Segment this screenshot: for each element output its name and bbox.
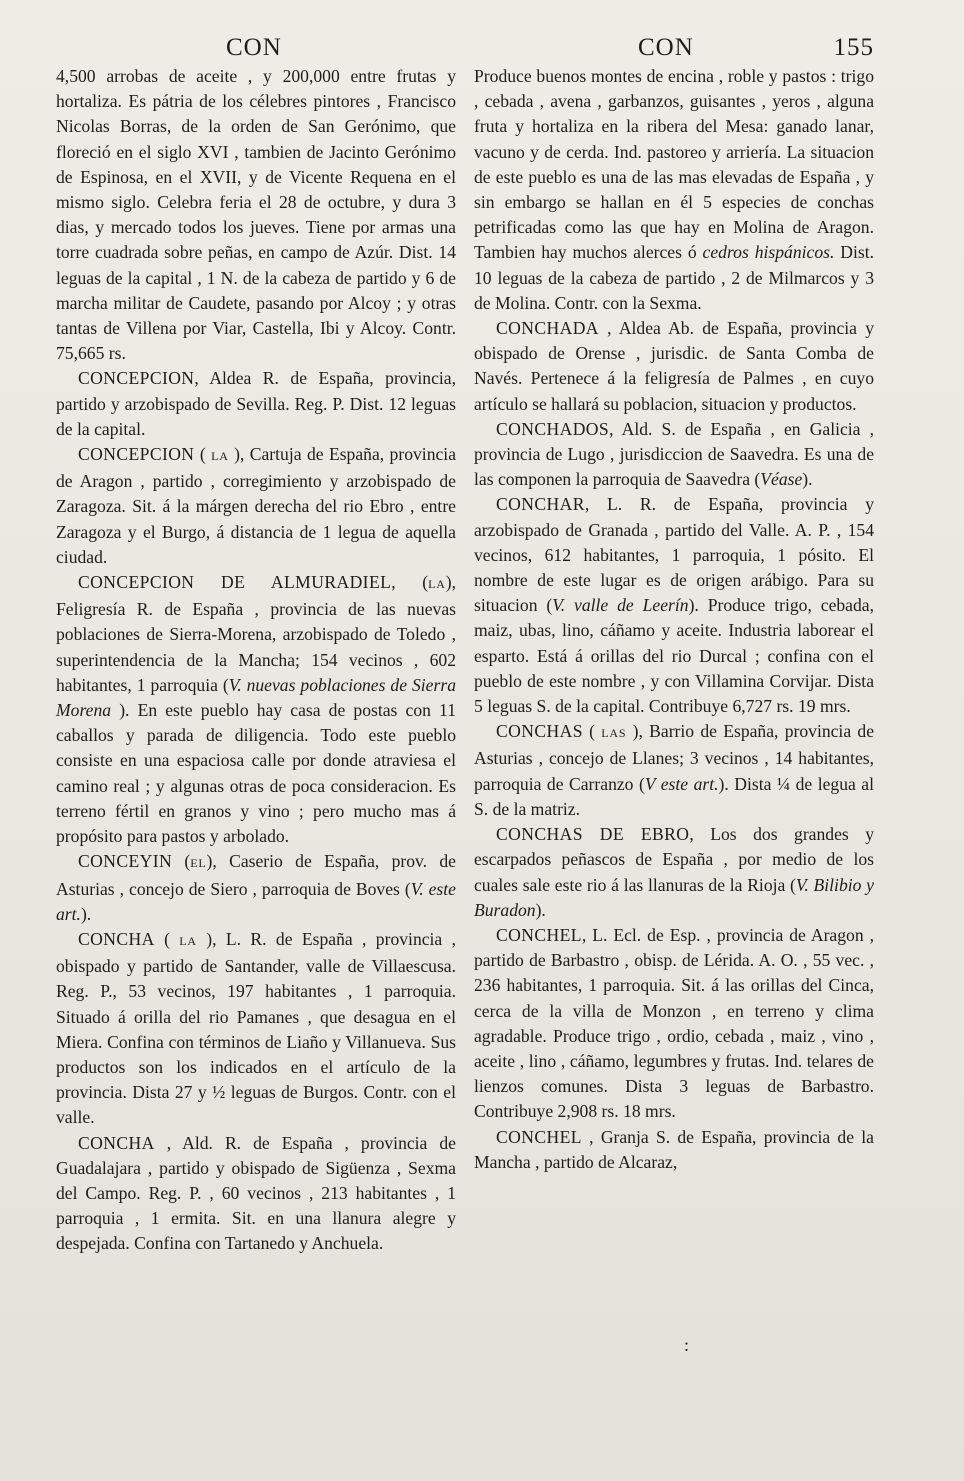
entry-paragraph (56, 1131, 456, 1257)
entry-headword: CONCHADA (496, 318, 599, 339)
paragraph-text: , Ald. S. de España , en Galicia , provincia de Lugo , jurisdiccion de Saavedra. Es una de las componen la parroquia de Saavedra ( (474, 418, 874, 490)
italic-reference: V. Bilibio y Buradon (474, 874, 874, 920)
entry-headword: CONCHADOS (496, 418, 610, 439)
paragraph-text: , Ald. R. de España , provincia de Guadalajara , partido y obispado de Sigüenza , Sexma del Campo. Reg. P. , 60 vecinos , 213 habitantes , 1 parroquia , 1 ermita. Sit. en una llanura alegre y despejada. Confina con Tartanedo y Anchuela. (56, 1132, 456, 1254)
article-small-caps: LA (211, 449, 229, 464)
right-head-word: CON (638, 34, 694, 61)
paragraph-text: ), Barrio de España, provincia de Asturias , concejo de Llanes; 3 vecinos , 14 habitantes, parroquia de Carranzo ( (474, 721, 875, 794)
paragraph-text: ), L. R. de España , provincia , obispado y partido de Santander, valle de Villaescusa. Reg. P., 53 vecinos, 197 habitantes , 1 parroquia. Situado á orilla del rio Pamanes , que desagua en el Miera. Confina con términos de Liaño y Villanueva. Sus productos son los indicados en el artículo de la provincia. Dista 27 y ½ leguas de Burgos. Contr. con el valle. (56, 928, 457, 1128)
italic-reference: Véase (760, 469, 803, 490)
paragraph-text: ( (582, 721, 602, 742)
entry-paragraph (474, 822, 874, 923)
paragraph-text: ). En este pueblo hay casa de postas con 11 caballos y parada de diligencia. Todo este pueblo consiste en una espaciosa calle por donde atraviesa el camino real ; y algunas otras de poca consideracion. Es terreno fértil en granos y vino ; pero mucho mas á propósito para pastos y arbolado. (56, 700, 456, 847)
entry-headword: CONCEPCION (78, 368, 195, 389)
entry-paragraph (56, 64, 456, 366)
paragraph-text: ( (396, 572, 429, 593)
entry-paragraph (474, 417, 874, 493)
entry-headword: CONCHEL (496, 1126, 582, 1147)
entry-headword: CONCHEL (496, 924, 582, 945)
entry-paragraph (56, 366, 456, 442)
entry-headword: CONCHA (78, 928, 155, 949)
paragraph-text: ), Cartuja de España, provincia de Aragon , partido , corregimiento y arzobispado de Zaragoza. Sit. á la márgen derecha del rio Ebro , entre Zaragoza y el Burgo, á distancia de 1 legua de aquella ciudad. (56, 444, 456, 567)
left-running-head (56, 24, 456, 64)
article-small-caps: EL (190, 856, 207, 871)
end-mark: : (684, 1335, 690, 1355)
entry-headword: CONCEPCION DE ALMURADIEL, (78, 572, 397, 593)
paragraph-text: ( (172, 851, 191, 872)
paragraph-text: , Aldea R. de España, provincia, partido y arzobispado de Sevilla. Reg. P. Dist. 12 leguas de la capital. (56, 368, 456, 439)
left-head-word: CON (226, 34, 282, 61)
entry-paragraph (56, 442, 456, 570)
paragraph-text: ( (194, 444, 212, 465)
paragraph-text: , Granja S. de España, provincia de la Mancha , partido de Alcaraz, (474, 1126, 874, 1172)
italic-reference: V. valle de Leerín (552, 595, 689, 616)
entry-paragraph (474, 923, 874, 1125)
paragraph-text: ), Caserio de España, prov. de Asturias , concejo de Siero , parroquia de Boves ( (56, 851, 456, 899)
entry-paragraph (474, 1125, 874, 1175)
italic-reference: V este art. (644, 773, 719, 794)
entry-headword: CONCHAS (496, 721, 583, 742)
page-number: 155 (833, 34, 874, 61)
entry-paragraph (56, 849, 456, 927)
paragraph-text: Dist. 10 leguas de la cabeza de partido , 2 de Milmarcos y 3 de Molina. Contr. con la Sexma. (474, 242, 874, 313)
paragraph-text: ). Produce trigo, cebada, maiz, ubas, lino, cáñamo y aceite. Industria laborear el esparto. Está á orillas del rio Durcal ; confina con el pueblo de este nombre , y con Villamina Corvijar. Dista 5 leguas S. de la capital. Contribuye 6,727 rs. 19 mrs. (474, 595, 874, 717)
paragraph-text: ). (535, 899, 546, 920)
paragraph-text: , Aldea Ab. de España, provincia y obispado de Orense , jurisdic. de Santa Comba de Navés. Pertenece á la feligresía de Palmes , en cuyo artículo se hallará su poblacion, situacion y productos. (474, 318, 874, 414)
article-small-caps: LA (428, 577, 446, 592)
paragraph-text: ). Dista ¼ de legua al S. de la matriz. (474, 773, 874, 819)
article-small-caps: LA (179, 933, 197, 948)
paragraph-text: ). (80, 903, 92, 924)
entry-headword: CONCHA (78, 1132, 155, 1153)
right-running-head (474, 24, 874, 64)
paragraph-text: ). (802, 469, 813, 490)
paragraph-text: , Los dos grandes y escarpados peñascos de España , por medio de los cuales sale este rio á las llanuras de la Rioja ( (474, 824, 874, 895)
paragraph-text: ( (154, 928, 180, 949)
italic-reference: V. este art. (56, 878, 456, 924)
paragraph-text: Produce buenos montes de encina , roble y pastos : trigo , cebada , avena , garbanzos, guisantes , yeros , alguna fruta y hortaliza en la ribera del Mesa: ganado lanar, vacuno y de cerda. Ind. pastoreo y arriería. La situacion de este pueblo es una de las mas elevadas de España , y sin embargo se hallan en él 5 especies de conchas petrificadas como las que hay en Molina de Aragon. Tambien hay muchos alerces ó (474, 66, 874, 263)
entry-headword: CONCEPCION (78, 444, 195, 465)
right-column-text (474, 64, 874, 1175)
entry-paragraph (474, 64, 874, 316)
entry-paragraph (474, 316, 874, 417)
paragraph-text: ), Feligresía R. de España , provincia de las nuevas poblaciones de Sierra-Morena, arzobispado de Toledo , superintendencia de la Mancha; 154 vecinos , 602 habitantes, 1 parroquia ( (56, 572, 456, 695)
paragraph-text: , L. Ecl. de Esp. , provincia de Aragon , partido de Barbastro , obisp. de Lérida. A. O. , 55 vec. , 236 habitantes, 1 parroquia. Sit. á las orillas del Cinca, cerca de la villa de Monzon , en terreno y clima agradable. Produce trigo , ordio, cebada , maiz , vino , aceite , lino , cáñamo, legumbres y frutas. Ind. telares de lienzos comunes. Dista 3 leguas de Barbastro. Contribuye 2,908 rs. 18 mrs. (474, 924, 874, 1122)
left-column-text (56, 64, 456, 1257)
entry-paragraph (56, 570, 456, 849)
entry-paragraph (474, 719, 874, 822)
left-column (56, 24, 456, 1257)
right-column (474, 24, 874, 1175)
italic-reference: V. nuevas poblaciones de Sierra Morena (56, 674, 456, 721)
article-small-caps: LAS (601, 726, 627, 741)
paragraph-text: , L. R. de España, provincia y arzobispado de Granada , partido del Valle. A. P. , 154 vecinos, 612 habitantes, 1 parroquia, 1 pósito. El nombre de este lugar es de origen arábigo. Para su situacion ( (474, 494, 874, 616)
italic-reference: cedros hispánicos. (702, 242, 835, 263)
entry-headword: CONCHAS DE EBRO (496, 824, 690, 845)
paragraph-text: 4,500 arrobas de aceite , y 200,000 entre frutas y hortaliza. Es pátria de los célebres pintores , Francisco Nicolas Borras, de la orden de San Gerónimo, que floreció en el siglo XVI , tambien de Jacinto Gerónimo de Espinosa, en el XVII, y de Vicente Requena en el mismo siglo. Celebra feria el 28 de octubre, y dura 3 dias, y mercado todos los jueves. Tiene por armas una torre cuadrada sobre peñas, en campo de Azúr. Dist. 14 leguas de la capital , 1 N. de la cabeza de partido y 6 de marcha militar de Caudete, pasando por Alcoy ; y otras tantas de Villena por Viar, Castella, Ibi y Alcoy. Contr. 75,665 rs. (56, 66, 456, 364)
entry-headword: CONCEYIN (78, 851, 173, 872)
entry-headword: CONCHAR (496, 494, 585, 515)
entry-paragraph (474, 492, 874, 719)
entry-paragraph (56, 927, 456, 1131)
